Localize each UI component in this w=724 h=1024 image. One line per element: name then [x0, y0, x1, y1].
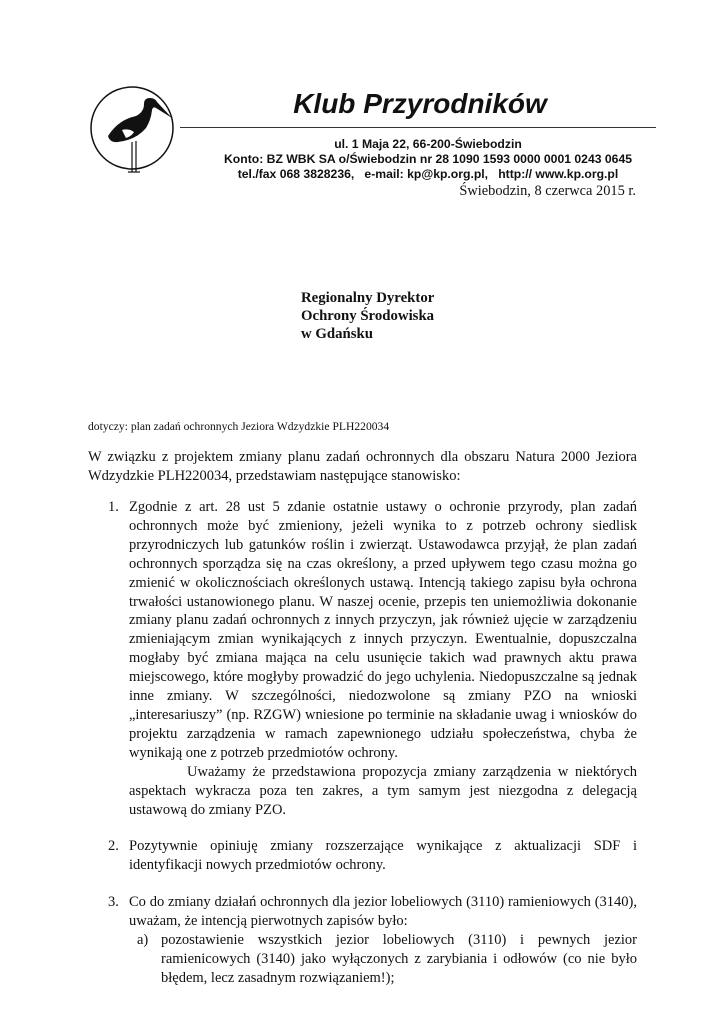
item-text: Zgodnie z art. 28 ust 5 zdanie ostatnie ustawy o ochronie przyrody, plan zadań ochronnych może być zmieniony, jeżeli wynika to z potrzeb ochrony siedlisk przyrodniczych lub gatunków roślin i zwierząt. Ustawodawca przyjął, że plan zadań ochronnych sporządza się na czas określony, a przed upływem tego czasu można go zmienić w okolicznościach określonych ustawą. Intencją takiego zapisu była ochrona trwałości ustanowionego planu. W naszej ocenie, przepis ten uniemożliwia dokonanie zmiany planu zadań ochronnych z innych przyczyn, jak również ujęcie w zarządzeniu zmieniającym zmian wynikających z innych przyczyn. Ewentualnie, dopuszczalna mogłaby być zmiana mająca na celu usunięcie takich wad prawnych aktu prawa miejscowego, które mogłyby prowadzić do jego uchylenia. Niedopuszczalne są jednak inne zmiany. W szczególności, niedozwolone są zmiany PZO na wnioski „interesariuszy” (np. RZGW) wniesione po terminie na składanie uwag i wniosków do projektu zarządzenia w ramach zapewnionego udziału społeczeństwa, chyba że wynikają one z potrzeb przedmiotów ochrony.	[129, 499, 637, 761]
intro-paragraph: W związku z projektem zmiany planu zadań ochronnych dla obszaru Natura 2000 Jeziora Wdzydzkie PLH220034, przedstawiam następujące stanowisko:	[88, 449, 637, 484]
organization-title: Klub Przyrodników	[293, 88, 547, 119]
item-text-continued: Uważamy że przedstawiona propozycja zmiany zarządzenia w niektórych aspektach wykracza poza ten zakres, a tym samym jest niezgodna z delegacją ustawową do zmiany PZO.	[129, 763, 637, 818]
list-item	[88, 837, 637, 875]
list-item	[88, 498, 637, 819]
subject-line: dotyczy: plan zadań ochronnych Jeziora Wdzydzkie PLH220034	[88, 420, 390, 433]
list-item	[88, 893, 637, 988]
sub-item-letter: a)	[137, 932, 149, 949]
sub-list-item	[137, 931, 637, 988]
points-list	[88, 498, 637, 988]
item-text: Pozytywnie opiniuję zmiany rozszerzające wynikające z aktualizacji SDF i identyfikacji nowych przedmiotów ochrony.	[129, 838, 637, 874]
address-line: ul. 1 Maja 22, 66-200-Świebodzin	[334, 137, 522, 151]
item-number: 1.	[108, 499, 119, 515]
recipient-line-2: Ochrony Środowiska	[301, 308, 435, 324]
item-number: 2.	[108, 838, 119, 855]
item-number: 3.	[108, 894, 119, 911]
sub-item-text: pozostawienie wszystkich jezior lobeliowych (3110) i pewnych jezior ramienicowych (3140) jako wyłączonych z zarybiania i odłowów (co nie było błędem, lecz zasadnym rozwiązaniem!);	[161, 932, 637, 986]
bank-account-line: Konto: BZ WBK SA o/Świebodzin nr 28 1090 1593 0000 0001 0243 0645	[224, 152, 632, 166]
organization-contact-block	[196, 137, 660, 182]
recipient-line-3: w Gdańsku	[301, 326, 373, 342]
stork-logo-icon	[88, 86, 180, 186]
recipient-line-1: Regionalny Dyrektor	[301, 290, 435, 306]
contact-line: tel./fax 068 3828236, e-mail: kp@kp.org.pl, http:// www.kp.org.pl	[237, 167, 619, 181]
header-divider	[180, 127, 656, 128]
place-date: Świebodzin, 8 czerwca 2015 r.	[459, 183, 636, 199]
recipient-block	[301, 289, 434, 343]
item-text: Co do zmiany działań ochronnych dla jezior lobeliowych (3110) ramieniowych (3140), uważam, że intencją pierwotnych zapisów było:	[129, 894, 637, 930]
